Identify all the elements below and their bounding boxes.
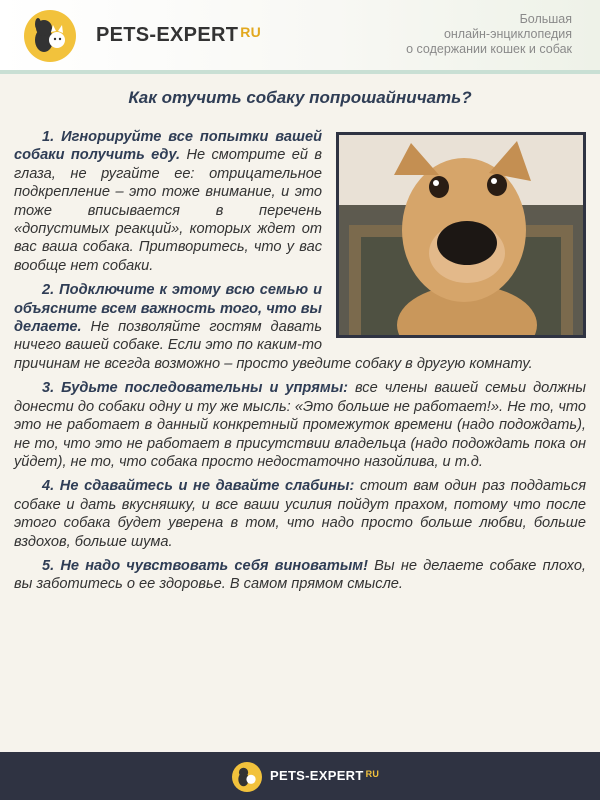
tip-4	[14, 477, 586, 551]
article-body	[14, 128, 586, 600]
footer-logo-icon[interactable]	[232, 762, 262, 792]
tagline-line-3: о содержании кошек и собак	[406, 42, 572, 56]
tip-3-lead: 3. Будьте последовательны и упрямы:	[42, 380, 349, 397]
footer-logo-text: PETS-EXPERT	[270, 768, 364, 783]
tip-4-lead: 4. Не сдавайтесь и не давайте слабины:	[42, 478, 355, 495]
tip-4-body: стоит вам один раз поддаться собаке и дать вкусняшку, и все ваши усилия пойдут прахом, потому что после этого собака будет уверена в том, что надо просто больше любви, больше вздохов, больше шума.	[14, 478, 586, 550]
logo-text: PETS-EXPERT	[96, 24, 239, 46]
logo-suffix: RU	[240, 24, 262, 40]
footer-wordmark[interactable]	[270, 768, 379, 783]
tip-5-lead: 5. Не надо чувствовать себя виноватым!	[42, 557, 368, 574]
tip-5	[14, 557, 586, 594]
site-header	[0, 0, 600, 70]
tip-2-body: Не позволяйте гостям давать ничего вашей собаке. Если это по каким-то причинам не всегда возможно – просто уведите собаку в другую комнату.	[14, 319, 533, 372]
tagline-line-1: Большая	[519, 12, 572, 26]
header-divider	[0, 70, 600, 74]
article-title: Как отучить собаку попрошайничать?	[128, 88, 472, 107]
dog-photo	[336, 132, 586, 338]
tip-3	[14, 379, 586, 471]
footer-logo-suffix: RU	[365, 769, 380, 779]
tip-1-lead: 1. Игнорируйте все попытки вашей собаки получить еду.	[14, 129, 322, 164]
tip-1-body: Не смотрите ей в глаза, не ругайте ее: отрицательное подкрепление – это тоже внимание, и это тоже вписывается в перечень «допустимых реакций», которых ждет от вас ваша собака. Притворитесь, что у вас вообще нет собаки.	[14, 147, 322, 274]
tip-3-body: все члены вашей семьи должны донести до собаки одну и ту же мысль: «Это больше не работает!». Не то, что это не работает в данный конкретный промежуток времени (надо подождать), не то, что это не работает в присутствии владельца (надо подождать пока он уйдет), не то, что собака просто недостаточно назойлива, и т.д.	[14, 380, 586, 470]
tip-2-lead: 2. Подключите к этому всю семью и объясните всем важность того, что вы делаете.	[14, 282, 322, 336]
logo-wordmark[interactable]	[96, 24, 261, 47]
tip-5-body: Вы не делаете собаке плохо, вы заботитесь о ее здоровье. В самом прямом смысле.	[14, 557, 586, 593]
site-tagline	[352, 12, 572, 57]
logo-dog-cat-icon[interactable]	[24, 10, 76, 62]
tagline-line-2: онлайн-энциклопедия	[443, 27, 572, 41]
site-footer	[0, 752, 600, 800]
